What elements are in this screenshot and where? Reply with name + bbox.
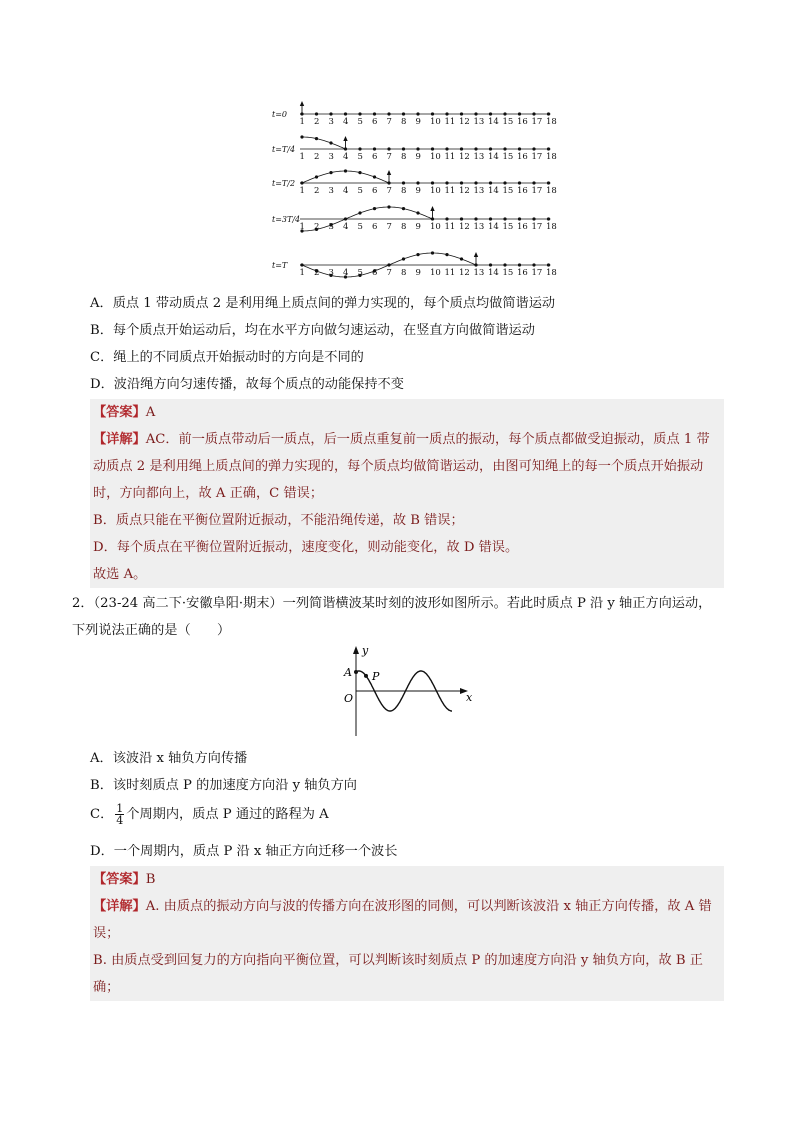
particle-number: 5 xyxy=(357,186,363,196)
time-label: t=T/4 xyxy=(272,145,296,154)
rope-particle xyxy=(329,112,332,115)
particle-number: 8 xyxy=(401,117,407,127)
detail-tag: 【详解】 xyxy=(93,899,146,914)
particle-number: 7 xyxy=(386,117,392,127)
particle-number: 10 xyxy=(430,117,441,127)
particle-number: 3 xyxy=(328,186,334,196)
time-label: t=T xyxy=(272,261,288,270)
particle-number: 10 xyxy=(430,152,441,162)
rope-particle xyxy=(315,175,318,178)
answer-tag: 【答案】 xyxy=(93,405,146,420)
wave-graph-figure xyxy=(336,644,476,740)
rope-particle xyxy=(532,263,535,266)
q1-option-b: B．每个质点开始运动后，均在水平方向做匀速运动，在竖直方向做简谐运动 xyxy=(90,323,535,338)
rope-particle xyxy=(547,263,550,266)
particle-number: 17 xyxy=(531,186,543,196)
particle-number: 17 xyxy=(531,268,543,278)
particle-number: 9 xyxy=(415,117,421,127)
rope-particle xyxy=(445,147,448,150)
rope-particle xyxy=(532,112,535,115)
rope-particle xyxy=(532,217,535,220)
particle-number: 14 xyxy=(488,186,499,196)
rope-particle xyxy=(445,112,448,115)
rope-particle xyxy=(344,112,347,115)
rope-particle xyxy=(344,169,347,172)
rope-particle xyxy=(489,181,492,184)
rope-particle xyxy=(315,112,318,115)
rope-particle xyxy=(445,253,448,256)
q2-option-a: A．该波沿 x 轴负方向传播 xyxy=(90,751,248,766)
y-axis-arrow xyxy=(353,646,359,654)
rope-particle xyxy=(518,147,521,150)
rope-particle xyxy=(300,135,303,138)
rope-particle xyxy=(474,147,477,150)
rope-particle xyxy=(373,175,376,178)
amplitude-label: A xyxy=(344,666,352,679)
particle-number: 6 xyxy=(372,268,378,278)
rope-particle xyxy=(387,112,390,115)
rope-particle xyxy=(503,263,506,266)
fraction-one-quarter: $\frac{1}{4}$ xyxy=(116,802,124,827)
q2-option-c: C． $\frac{1}{4}$ 个周期内，质点 P 通过的路程为 A xyxy=(90,802,329,827)
particle-number: 10 xyxy=(430,268,441,278)
particle-number: 9 xyxy=(415,186,421,196)
particle-number: 2 xyxy=(314,186,320,196)
rope-particle xyxy=(460,181,463,184)
particle-number: 16 xyxy=(517,268,528,278)
particle-number: 8 xyxy=(401,222,407,232)
rope-particle xyxy=(532,181,535,184)
answer-tag: 【答案】 xyxy=(93,872,146,887)
rope-particle xyxy=(474,217,477,220)
time-label: t=3T/4 xyxy=(272,215,301,224)
rope-particle xyxy=(503,147,506,150)
particle-number: 10 xyxy=(430,222,441,232)
p-label: P xyxy=(372,670,380,683)
particle-number: 12 xyxy=(459,222,470,232)
rope-particle xyxy=(431,147,434,150)
particle-number: 4 xyxy=(343,186,349,196)
rope-particle xyxy=(518,263,521,266)
rope-particle xyxy=(460,147,463,150)
q2-answer-block xyxy=(90,866,724,1001)
q1-option-d: D．波沿绳方向匀速传播，故每个质点的动能保持不变 xyxy=(90,377,404,392)
particle-number: 6 xyxy=(372,117,378,127)
rope-particle xyxy=(344,217,347,220)
particle-number: 11 xyxy=(444,186,456,196)
particle-number: 3 xyxy=(328,152,334,162)
rope-particle xyxy=(402,147,405,150)
particle-number: 1 xyxy=(299,268,305,278)
rope-particle xyxy=(547,181,550,184)
rope-particle xyxy=(358,147,361,150)
particle-number: 13 xyxy=(473,186,485,196)
particle-number: 4 xyxy=(343,152,349,162)
particle-number: 1 xyxy=(299,186,305,196)
rope-particle xyxy=(547,147,550,150)
particle-number: 11 xyxy=(444,117,456,127)
rope-particle xyxy=(489,217,492,220)
particle-number: 16 xyxy=(517,152,528,162)
rope-particle xyxy=(474,181,477,184)
particle-number: 14 xyxy=(488,222,499,232)
rope-particle xyxy=(402,207,405,210)
particle-number: 7 xyxy=(386,186,392,196)
particle-number: 10 xyxy=(430,186,441,196)
q1-answer-block xyxy=(90,399,724,588)
particle-number: 2 xyxy=(314,152,320,162)
rope-particle xyxy=(460,257,463,260)
detail-tag: 【详解】 xyxy=(93,432,146,447)
rope-particle xyxy=(373,147,376,150)
particle-number: 8 xyxy=(401,152,407,162)
particle-number: 2 xyxy=(314,268,320,278)
answer-value: B xyxy=(145,872,156,887)
rope-particle xyxy=(503,181,506,184)
rope-particle xyxy=(373,112,376,115)
rope-particle xyxy=(416,253,419,256)
rope-particle xyxy=(373,207,376,210)
particle-number: 13 xyxy=(473,117,485,127)
rope-particle xyxy=(416,181,419,184)
particle-number: 15 xyxy=(502,117,514,127)
rope-particle xyxy=(431,112,434,115)
q2-detail-1: 【详解】A. 由质点的振动方向与波的传播方向在波形图的同侧，可以判断该波沿 x 轴正方向传播，故 A 错误； xyxy=(93,899,712,941)
particle-number: 4 xyxy=(343,117,349,127)
particle-number: 8 xyxy=(401,186,407,196)
particle-number: 18 xyxy=(546,186,557,196)
rope-particle xyxy=(387,263,390,266)
rope-particle xyxy=(300,263,303,266)
rope-particle xyxy=(532,147,535,150)
particle-number: 6 xyxy=(372,152,378,162)
rope-particle xyxy=(416,147,419,150)
particle-number: 18 xyxy=(546,152,557,162)
rope-particle xyxy=(329,171,332,174)
particle-number: 15 xyxy=(502,222,514,232)
particle-number: 18 xyxy=(546,117,557,127)
particle-number: 16 xyxy=(517,222,528,232)
particle-number: 4 xyxy=(343,222,349,232)
rope-particle xyxy=(518,217,521,220)
rope-particle xyxy=(503,112,506,115)
q2-detail-2: B. 由质点受到回复力的方向指向平衡位置，可以判断该时刻质点 P 的加速度方向沿 y 轴负方向，故 B 正确； xyxy=(93,953,703,995)
q2-answer-line xyxy=(90,866,724,893)
rope-particle xyxy=(300,181,303,184)
particle-number: 7 xyxy=(386,268,392,278)
particle-number: 11 xyxy=(444,222,456,232)
rope-particle xyxy=(518,112,521,115)
y-label: y xyxy=(362,644,369,657)
particle-number: 12 xyxy=(459,268,470,278)
particle-number: 14 xyxy=(488,117,499,127)
particle-number: 9 xyxy=(415,152,421,162)
rope-particle xyxy=(402,181,405,184)
particle-number: 12 xyxy=(459,186,470,196)
particle-number: 5 xyxy=(357,152,363,162)
x-label: x xyxy=(466,691,473,704)
rope-particle xyxy=(358,171,361,174)
point-p xyxy=(364,674,368,678)
particle-number: 17 xyxy=(531,117,543,127)
particle-number: 11 xyxy=(444,268,456,278)
rope-particle xyxy=(329,141,332,144)
q2-option-d: D．一个周期内，质点 P 沿 x 轴正方向迁移一个波长 xyxy=(90,844,398,859)
rope-particle xyxy=(547,112,550,115)
particle-number: 9 xyxy=(415,222,421,232)
origin-label: O xyxy=(344,692,354,705)
rope-particle xyxy=(445,217,448,220)
rope-particle xyxy=(416,211,419,214)
particle-number: 17 xyxy=(531,222,543,232)
particle-number: 1 xyxy=(299,152,305,162)
rope-particle xyxy=(489,147,492,150)
q1-option-a: A．质点 1 带动质点 2 是利用绳上质点间的弹力实现的，每个质点均做简谐运动 xyxy=(90,296,556,311)
q1-detail-2: B．质点只能在平衡位置附近振动，不能沿绳传递，故 B 错误； xyxy=(93,513,464,528)
particle-number: 2 xyxy=(314,117,320,127)
rope-particle xyxy=(431,251,434,254)
particle-number: 16 xyxy=(517,186,528,196)
particle-number: 12 xyxy=(459,152,470,162)
q1-option-c: C．绳上的不同质点开始振动时的方向是不同的 xyxy=(90,350,364,365)
q1-detail-1: 【详解】AC．前一质点带动后一质点，后一质点重复前一质点的振动，每个质点都做受迫振动，质点 1 带动质点 2 是利用绳上质点间的弹力实现的，每个质点均做简谐运动，由图可知绳上的每一个质点开始振动时，方向都向上，故 A 正确，C 错误； xyxy=(93,432,710,501)
rope-particle xyxy=(518,181,521,184)
particle-number: 5 xyxy=(357,117,363,127)
time-label: t=0 xyxy=(272,110,288,119)
rope-particle xyxy=(489,112,492,115)
rope-particle xyxy=(387,205,390,208)
q1-detail-3: D．每个质点在平衡位置附近振动，速度变化，则动能变化，故 D 错误。 xyxy=(93,540,519,555)
particle-number: 12 xyxy=(459,117,470,127)
rope-particle xyxy=(416,112,419,115)
particle-number: 13 xyxy=(473,152,485,162)
particle-number: 9 xyxy=(415,268,421,278)
rope-particle xyxy=(489,263,492,266)
particle-number: 6 xyxy=(372,186,378,196)
rope-particle xyxy=(387,147,390,150)
particle-number: 13 xyxy=(473,268,485,278)
particle-number: 15 xyxy=(502,268,514,278)
q2-option-b: B．该时刻质点 P 的加速度方向沿 y 轴负方向 xyxy=(90,778,357,793)
rope-particle xyxy=(315,137,318,140)
particle-number: 7 xyxy=(386,222,392,232)
rope-particle xyxy=(431,181,434,184)
rope-particle xyxy=(460,217,463,220)
particle-number: 13 xyxy=(473,222,485,232)
particle-number: 11 xyxy=(444,152,456,162)
rope-wave-figure xyxy=(272,102,557,280)
rope-particle xyxy=(474,112,477,115)
particle-number: 3 xyxy=(328,222,334,232)
particle-number: 8 xyxy=(401,268,407,278)
q1-answer-line xyxy=(90,399,724,426)
particle-number: 1 xyxy=(299,117,305,127)
rope-particle xyxy=(358,211,361,214)
rope-particle xyxy=(445,181,448,184)
particle-number: 2 xyxy=(314,222,320,232)
particle-number: 15 xyxy=(502,186,514,196)
particle-number: 3 xyxy=(328,117,334,127)
rope-particle xyxy=(460,112,463,115)
particle-number: 5 xyxy=(357,268,363,278)
particle-number: 6 xyxy=(372,222,378,232)
rope-particle xyxy=(402,257,405,260)
particle-number: 18 xyxy=(546,222,557,232)
q1-detail-4: 故选 A。 xyxy=(93,567,147,582)
particle-number: 17 xyxy=(531,152,543,162)
particle-number: 16 xyxy=(517,117,528,127)
rope-particle xyxy=(358,112,361,115)
particle-number: 14 xyxy=(488,268,499,278)
particle-number: 7 xyxy=(386,152,392,162)
particle-number: 4 xyxy=(343,268,349,278)
rope-particle xyxy=(503,217,506,220)
q2-stem: 2．（23-24 高二下·安徽阜阳·期末）一列简谐横波某时刻的波形如图所示。若此时质点 P 沿 y 轴正方向运动，下列说法正确的是（ ） xyxy=(72,596,712,638)
time-label: t=T/2 xyxy=(272,179,296,188)
particle-number: 15 xyxy=(502,152,514,162)
particle-number: 3 xyxy=(328,268,334,278)
answer-value: A xyxy=(145,405,156,420)
rope-particle xyxy=(547,217,550,220)
particle-number: 5 xyxy=(357,222,363,232)
amplitude-point xyxy=(354,670,358,674)
rope-particle xyxy=(402,112,405,115)
particle-number: 1 xyxy=(299,222,305,232)
particle-number: 14 xyxy=(488,152,499,162)
particle-number: 18 xyxy=(546,268,557,278)
